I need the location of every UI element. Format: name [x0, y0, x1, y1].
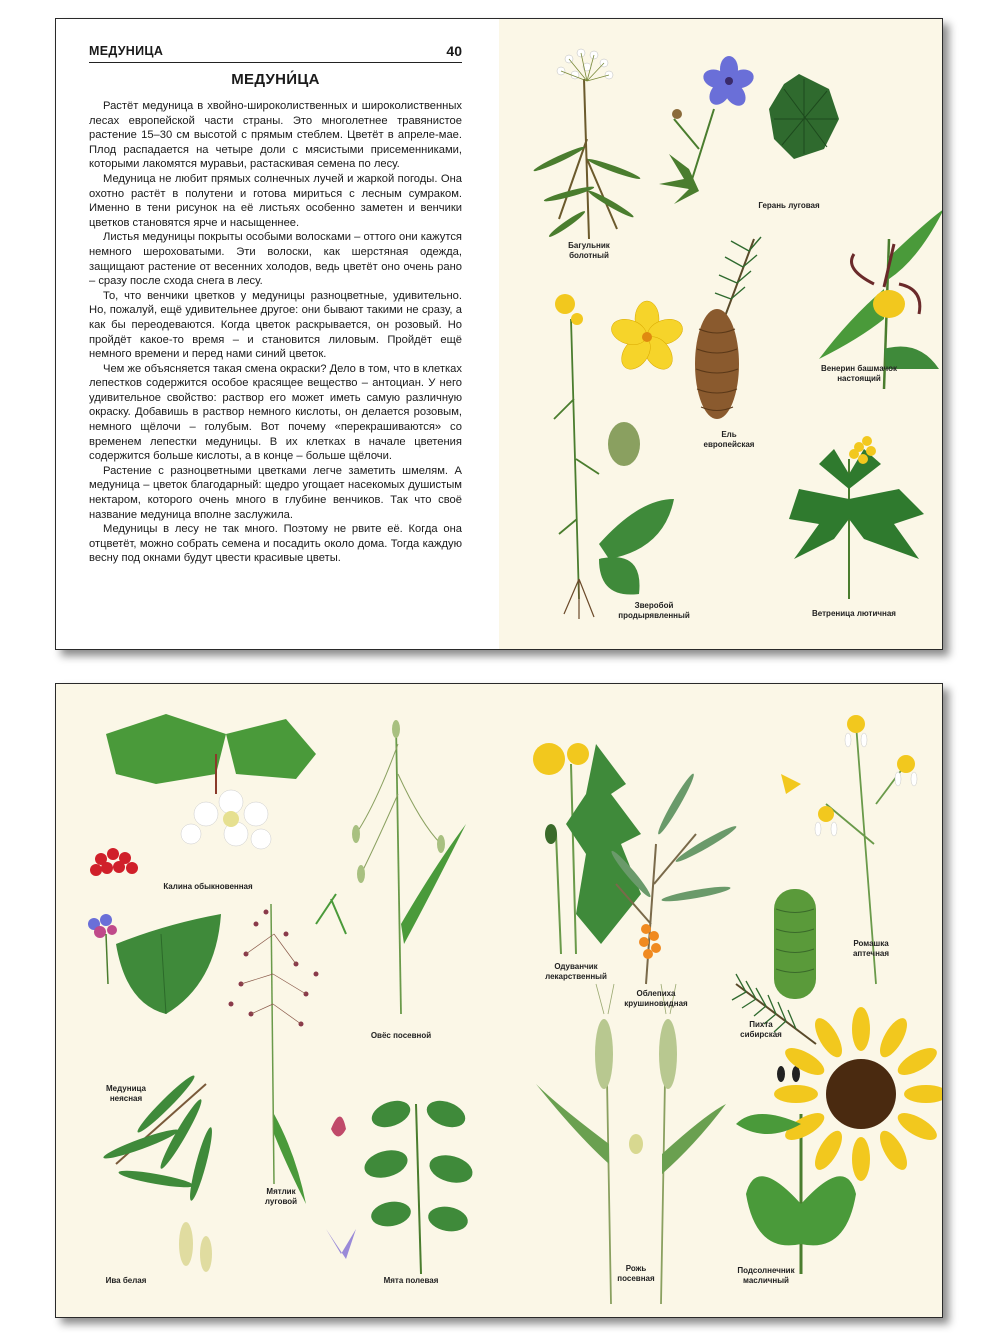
paragraph: Растёт медуница в хвойно-широколиственных и широколиственных лесах европейской части страны. Это многолетнее травянистое растение 15–30 см высотой с прямым стеблем. Цветёт в апреле-мае. Плод распадается на четыре доли с мясистыми присеменниками, которыми лакомятся муравьи, растаскивая семена по лесу. [89, 100, 462, 171]
label-iva: Ива белая [105, 1276, 147, 1285]
label-oblepikha: Облепиха крушиновидная [624, 989, 688, 1008]
label-geran: Герань луговая [758, 201, 820, 210]
oat-illustration [316, 720, 466, 1014]
paragraph: То, что венчики цветков у медуницы разноцветные, удивительно. Но, пожалуй, ещё удивительнее другое: они бывают такими не сразу, а как бы переодеваются. Когда цветок раскрывается, он розовый. Но пройдёт какое-то время – и становится лиловым. Пройдёт ещё немного времени и перед нами синий цветок. [89, 289, 462, 361]
label-ovyos: Овёс посевной [370, 1031, 432, 1040]
label-myatlik: Мятлик луговой [264, 1187, 298, 1206]
paragraph: Листья медуницы покрыты особыми волосками – оттого они кажутся немного шероховатыми. Эти волоски, как шерстяная одежда, защищают растение от весенних холодов, ведь цветёт оно очень рано – сразу после схода снега в лесу. [89, 231, 462, 288]
label-el: Ель европейская [703, 430, 755, 449]
label-rozh: Рожь посевная [617, 1264, 655, 1283]
paragraph: Медуницы в лесу не так много. Поэтому не рвите её. Когда она отцветёт, можно собрать семена и посадить около дома. Тогда каждую весну под окнами будут цвести красивые цветы. [89, 523, 462, 565]
rye-illustration [536, 984, 726, 1304]
dandelion-illustration [533, 743, 641, 954]
illustration-page [499, 19, 942, 649]
running-title: МЕДУНИЦА [89, 44, 164, 58]
plant-illustrations-spread [56, 684, 942, 1317]
label-myata: Мята полевая [383, 1276, 439, 1285]
label-venerin: Венерин башмачок настоящий [820, 364, 898, 383]
label-podsolnechnik: Подсолнечник масличный [737, 1266, 795, 1285]
paragraph: Растение с разноцветными цветками легче заметить шмелям. А медуница – цветок благодарный: щедро угощает насекомых душистым нектаром, которого очень много в глубине венчиков. Так что своё название медуница вполне заслужила. [89, 464, 462, 521]
yellow-anemone-illustration [789, 436, 924, 599]
label-bagulnik: Багульник болотный [568, 241, 610, 260]
label-vetrenitsa: Ветреница лютичная [812, 609, 896, 618]
sunflower-illustration [736, 1007, 942, 1274]
label-pikhta: Пихта сибирская [740, 1020, 782, 1039]
label-kalina: Калина обыкновенная [163, 882, 253, 891]
kalina-illustration [90, 714, 316, 876]
article-body [89, 99, 462, 566]
spruce-illustration [695, 237, 761, 419]
plant-illustrations [499, 19, 942, 649]
medunitsa-illustration [88, 914, 221, 1014]
meadow-grass-illustration [229, 904, 319, 1204]
label-medunitsa: Медуница неясная [106, 1084, 146, 1103]
ladys-slipper-illustration [819, 209, 942, 389]
label-romashka: Ромашка аптечная [852, 939, 890, 958]
bagulnik-illustration [532, 49, 641, 239]
geranium-illustration [659, 56, 839, 204]
label-oduvanchik: Одуванчик лекарственный [545, 962, 607, 981]
paragraph: Медуница не любит прямых солнечных лучей и жаркой погоды. Она охотно растёт в полутени и готова мириться с лесным сумраком. Именно в тени рисунок на её листьях особенно заметен и венчики цветков становятся ярче и насыщеннее. [89, 172, 462, 229]
book-spread-top [55, 18, 943, 650]
article-title: МЕДУНИ́ЦА [231, 71, 320, 88]
paragraph: Чем же объясняется такая смена окраски? Дело в том, что в клетках лепестков содержится особое красящее вещество – антоциан. У него удивительное свойство: раствор его может иметь самую различную окраску. Добавишь в раствор немного кислоты, он делается розовым, немного щёлочи – голубым. Вот почему «перекрашиваются» со временем лепестки медуницы. В их клетках в начале цветения содержится больше кислоты, а в конце – больше щёлочи. [89, 362, 462, 463]
page-number: 40 [446, 43, 462, 59]
mint-illustration [326, 1096, 476, 1274]
text-page [56, 19, 499, 649]
st-johns-wort-illustration [554, 294, 686, 619]
running-head [89, 44, 462, 63]
label-zveroboy: Зверобой продырявленный [618, 601, 690, 620]
book-spread-bottom [55, 683, 943, 1318]
